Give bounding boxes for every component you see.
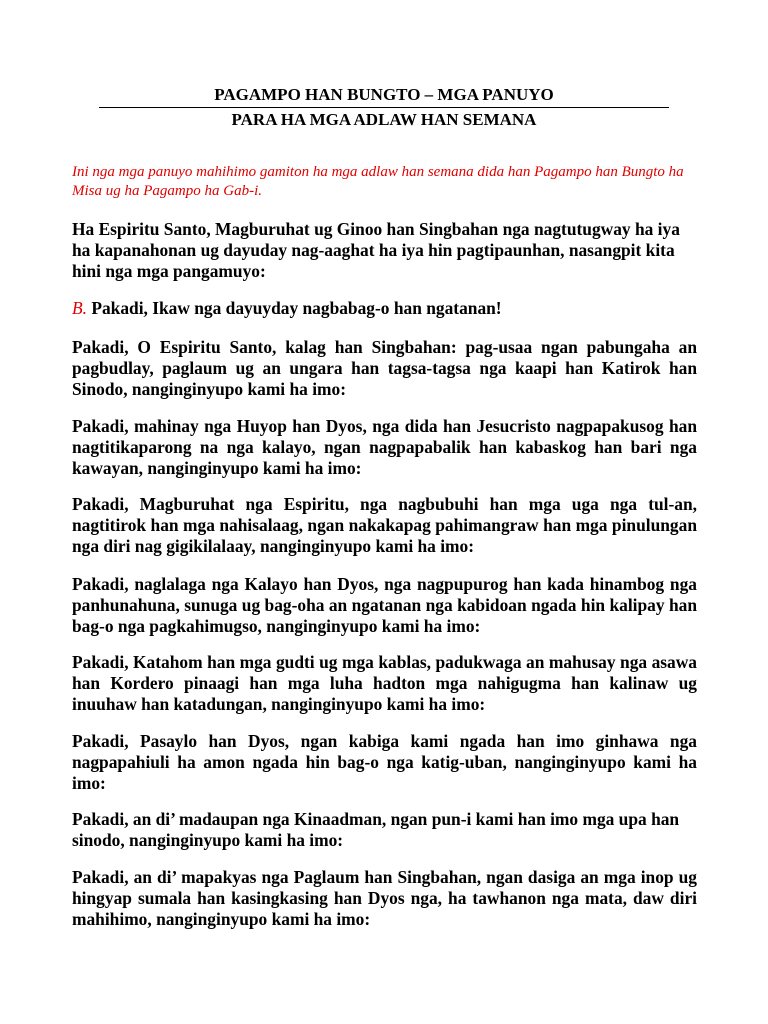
title-line-2: PARA HA MGA ADLAW HAN SEMANA [231,110,537,129]
petition-paragraph: Pakadi, an di’ madaupan nga Kinaadman, ngan pun-i kami han imo mga upa han sinodo, nanginginyupo kami ha imo: [72,809,680,850]
response-paragraph [72,298,697,319]
petition-paragraph: Pakadi, an di’ mapakyas nga Paglaum han Singbahan, ngan dasiga an mga inop ug hingyap sumala han kasingkasing han Dyos nga, ha tawhanon nga mata, daw diri mahihimo, nanginginyupo kami ha imo: [72,867,697,929]
invocation-paragraph: Ha Espiritu Santo, Magburuhat ug Ginoo han Singbahan nga nagtutugway ha iya ha kapanahonan ug dayuday nag-aaghat ha iya hin pagtipaunhan, nasangpit kita hini nga mga pangamuyo: [72,219,680,281]
response-text: Pakadi, Ikaw nga dayuyday nagbabag-o han ngatanan! [86,298,502,318]
petition-paragraph: Pakadi, Pasaylo han Dyos, ngan kabiga kami ngada han imo ginhawa nga nagpapahiuli ha amon ngada hin bag-o nga katig-uban, nanginginyupo kami ha imo: [72,731,697,793]
petition-paragraph: Pakadi, mahinay nga Huyop han Dyos, nga dida han Jesucristo nagpapakusog han nagtitikaparong na nga kalayo, ngan nagpapabalik han kabaskog han bari nga kawayan, nanginginyupo kami ha imo: [72,416,697,478]
petition-paragraph: Pakadi, Magburuhat nga Espiritu, nga nagbubuhi han mga uga nga tul-an, nagtitirok han mga nahisalaag, ngan nakakapag pahimangraw han mga pinulungan nga diri nag gigikilalaay, nanginginyupo kami ha imo: [72,494,697,556]
title-line-1: PAGAMPO HAN BUNGTO – MGA PANUYO [99,85,669,108]
petition-paragraph: Pakadi, naglalaga nga Kalayo han Dyos, nga nagpupurog han kada hinambog nga panhunahuna, sunuga ug bag-oha an ngatanan nga kabidoan ngada hin kalipay han bag-o nga pagkahimugso, nanginginyupo kami ha imo: [72,574,697,636]
petition-paragraph: Pakadi, Katahom han mga gudti ug mga kablas, padukwaga an mahusay nga asawa han Kordero pinaagi han mga luha hadton mga nahigugma han kalinaw ug inuuhaw han katadungan, nanginginyupo kami ha imo: [72,652,697,714]
intro-rubric: Ini nga mga panuyo mahihimo gamiton ha mga adlaw han semana dida han Pagampo han Bungto ha Misa ug ha Pagampo ha Gab-i. [72,164,684,199]
petition-paragraph: Pakadi, O Espiritu Santo, kalag han Singbahan: pag-usaa ngan pabungaha an pagbudlay, paglaum ug an ungara han tagsa-tagsa nga kaapi han Katirok han Sinodo, nanginginyupo kami ha imo: [72,337,697,399]
document-title [99,85,669,130]
response-marker: B. [72,298,87,318]
